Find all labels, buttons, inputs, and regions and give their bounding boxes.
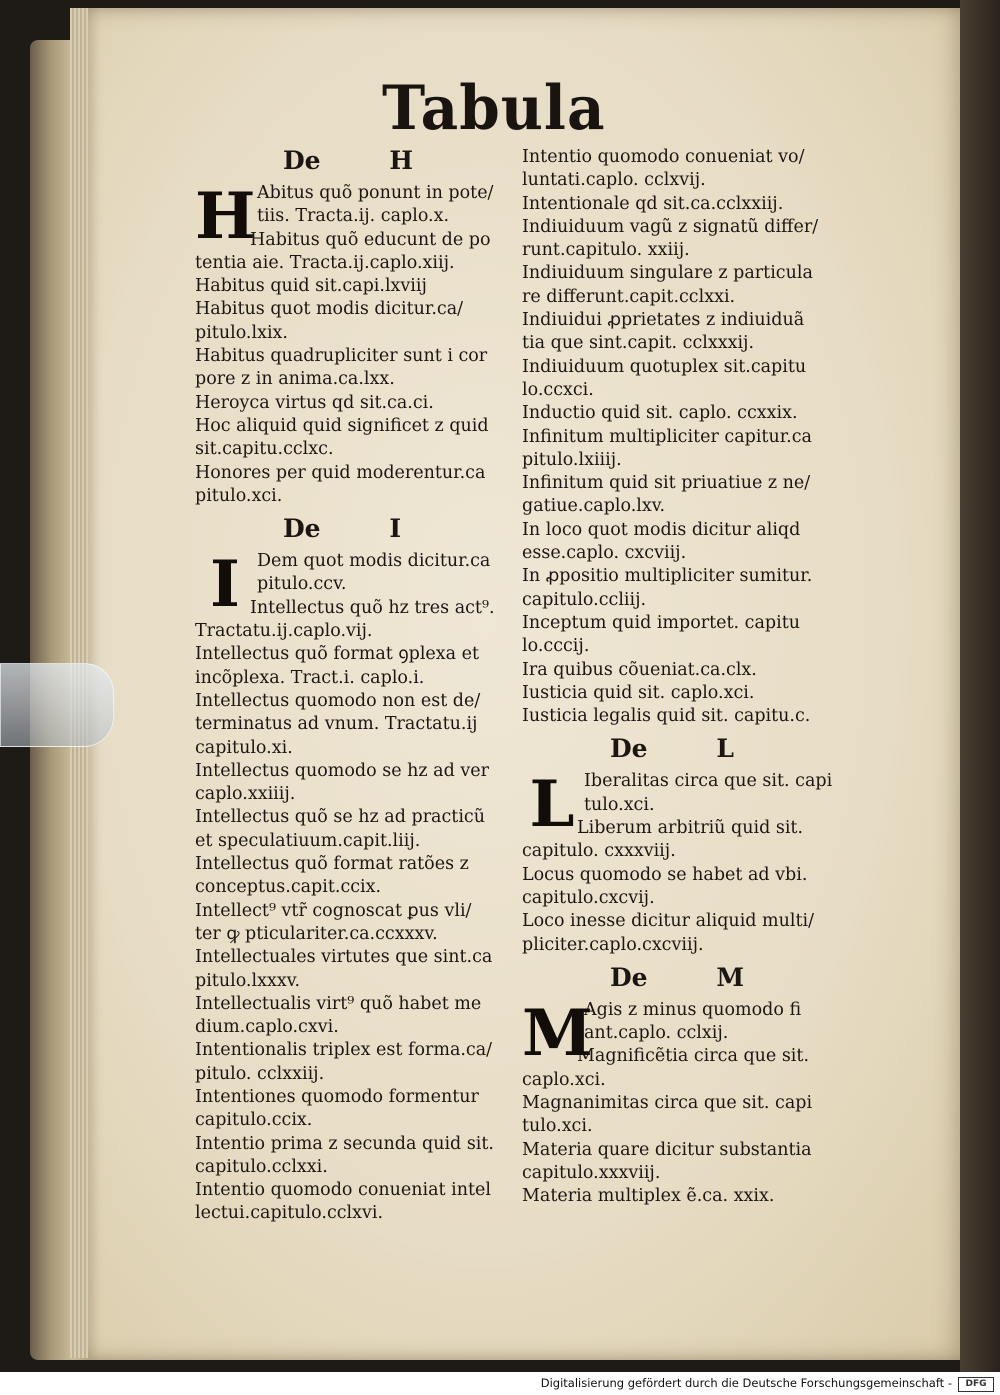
index-line: capitulo.ccliij. [522, 589, 647, 610]
index-line: tentia aie. Tracta.ij.caplo.xiij. [195, 252, 455, 273]
index-line: Materia multiplex ẽ.ca. xxix. [522, 1186, 775, 1207]
index-line: capitulo.xi. [195, 737, 293, 758]
page-clip [0, 663, 114, 747]
index-line: Habitus quõ educunt de po [250, 229, 491, 250]
index-line: Intellectus quomodo se hz ad ver [195, 760, 489, 781]
index-line: pliciter.caplo.cxcviij. [522, 934, 704, 955]
index-line: Indiuidui ꝓprietates z indiuiduã [522, 310, 805, 331]
section-letter: M [716, 962, 744, 992]
index-line: Intellectus quõ format ratões z [195, 854, 469, 875]
index-line: Intentio quomodo conueniat intel [195, 1180, 491, 1201]
section-de-label: De [283, 146, 321, 175]
section-heading-m [522, 957, 842, 999]
section-l-entries [522, 767, 842, 956]
index-line: Iusticia quid sit. caplo.xci. [522, 682, 755, 703]
drop-cap-initial: I [210, 547, 240, 623]
footer-bar [0, 1372, 1000, 1395]
index-line: caplo.xxiiij. [195, 784, 296, 805]
index-line: pitulo.lxix. [195, 322, 288, 343]
index-line: Materia quare dicitur substantia [522, 1139, 812, 1160]
section-heading-h [195, 140, 520, 182]
section-letter: I [389, 514, 402, 544]
index-line: et speculatiuum.capit.liij. [195, 830, 421, 851]
index-line: Magnificẽtia circa que sit. [577, 1046, 810, 1067]
index-line: ant.caplo. cclxij. [584, 1023, 729, 1044]
index-line: gatiue.caplo.lxv. [522, 496, 666, 517]
index-line: capitulo. cxxxviij. [522, 841, 676, 862]
index-line: pore z in anima.ca.lxx. [195, 369, 395, 390]
index-line: Agis z minus quomodo fi [584, 999, 802, 1020]
index-line: pitulo.lxxxv. [195, 970, 301, 991]
section-h-entries [195, 179, 520, 508]
index-line: Intentio quomodo conueniat vo/ [522, 147, 805, 167]
index-line: tulo.xci. [522, 1116, 593, 1137]
index-line: pitulo.ccv. [257, 574, 347, 595]
index-line: pitulo.xci. [195, 485, 283, 506]
left-column [195, 140, 520, 1226]
index-line: ter ꝙ pticulariter.ca.ccxxxv. [195, 923, 438, 944]
index-line: In loco quot modis dicitur aliqd [522, 519, 801, 540]
drop-cap-initial: L [529, 767, 575, 843]
index-line: Habitus quid sit.capi.lxviij [195, 276, 427, 297]
drop-cap-initial: H [195, 179, 256, 254]
index-line: Intellectualis virt⁹ quõ habet me [195, 993, 482, 1014]
section-heading-l [522, 728, 842, 770]
section-m-entries [522, 995, 842, 1209]
index-line: terminatus ad vnum. Tractatu.ij [195, 714, 478, 735]
section-heading-i [195, 508, 520, 550]
index-line: Heroyca virtus qd sit.ca.ci. [195, 392, 434, 413]
index-line: pitulo. cclxxiij. [195, 1063, 325, 1084]
index-line: Indiuiduum singulare z particula [522, 263, 813, 284]
index-line: capitulo.ccix. [195, 1110, 313, 1131]
index-line: Habitus quot modis dicitur.ca/ [195, 299, 464, 320]
page-title: Tabula [382, 72, 606, 144]
right-column [522, 146, 842, 1208]
index-line: tiis. Tracta.ij. caplo.x. [257, 206, 450, 227]
index-line: Tractatu.ij.caplo.vij. [195, 621, 373, 642]
index-line: esse.caplo. cxcviij. [522, 543, 687, 564]
index-line: Loco inesse dicitur aliquid multi/ [522, 911, 815, 932]
index-line: sit.capitu.cclxc. [195, 439, 334, 460]
section-letter: L [716, 734, 734, 764]
index-line: Magnanimitas circa que sit. capi [522, 1092, 813, 1113]
index-line: Intentionale qd sit.ca.cclxxiij. [522, 193, 784, 214]
index-line: Intentio prima z secunda quid sit. [195, 1133, 494, 1154]
index-line: Hoc aliquid quid significet z quid [195, 415, 489, 436]
index-line: conceptus.capit.ccix. [195, 877, 382, 898]
index-line: Inceptum quid importet. capitu [522, 612, 801, 633]
index-line: tulo.xci. [584, 794, 655, 815]
index-line: caplo.xci. [522, 1069, 606, 1090]
index-line: Indiuiduum quotuplex sit.capitu [522, 356, 807, 377]
index-line: Dem quot modis dicitur.ca [257, 551, 491, 572]
section-de-label: De [610, 962, 648, 992]
index-line: runt.capitulo. xxiij. [522, 240, 690, 261]
index-line: incõplexa. Tract.i. caplo.i. [195, 667, 425, 688]
index-line: luntati.caplo. cclxvij. [522, 170, 706, 191]
index-line: Intellectus quõ hz tres act⁹. [250, 597, 495, 618]
index-line: dium.caplo.cxvi. [195, 1017, 339, 1038]
index-line: lectui.capitulo.cclxvi. [195, 1203, 384, 1224]
index-line: Intentionalis triplex est forma.ca/ [195, 1040, 493, 1061]
right-shadow-edge [960, 0, 1000, 1372]
section-letter: H [389, 146, 413, 175]
index-line: Infinitum quid sit priuatiue z ne/ [522, 473, 811, 494]
index-line: capitulo.cclxxi. [195, 1156, 328, 1177]
index-line: Intentiones quomodo formentur [195, 1086, 479, 1107]
index-line: Intellectus quõ se hz ad practicũ [195, 807, 485, 828]
index-line: capitulo.cxcvij. [522, 887, 655, 908]
index-line: lo.ccxci. [522, 379, 594, 400]
index-line: Intellect⁹ vtr̃ cognoscat ꝑus vli/ [195, 900, 472, 921]
index-line: re differunt.capit.cclxxi. [522, 286, 736, 307]
index-line: lo.cccij. [522, 636, 590, 657]
index-line: Intellectuales virtutes que sint.ca [195, 947, 493, 968]
index-line: Intellectus quõ format ꝯplexa et [195, 644, 480, 665]
dfg-logo-icon: DFG [958, 1377, 994, 1392]
index-line: tia que sint.capit. cclxxxij. [522, 333, 755, 354]
index-line: Locus quomodo se habet ad vbi. [522, 864, 808, 885]
index-line: Inductio quid sit. caplo. ccxxix. [522, 403, 798, 424]
index-line: Indiuiduum vagũ z signatũ differ/ [522, 216, 819, 237]
index-line: Liberum arbitriũ quid sit. [577, 818, 804, 839]
drop-cap-initial: M [522, 995, 593, 1071]
section-i-entries [195, 547, 520, 1226]
index-line: Iberalitas circa que sit. capi [584, 771, 833, 792]
footer-credit: Digitalisierung gefördert durch die Deutsche Forschungsgemeinschaft - [540, 1376, 952, 1390]
index-line: pitulo.lxiiij. [522, 449, 622, 470]
index-line: Iusticia legalis quid sit. capitu.c. [522, 706, 811, 727]
index-line: Habitus quadrupliciter sunt i cor [195, 346, 488, 367]
index-line: capitulo.xxxviij. [522, 1162, 661, 1183]
index-line: Honores per quid moderentur.ca [195, 462, 486, 483]
section-de-label: De [283, 514, 321, 544]
section-de-label: De [610, 734, 648, 764]
index-line: Intellectus quomodo non est de/ [195, 690, 481, 711]
index-line: In ꝓpositio multipliciter sumitur. [522, 566, 813, 587]
index-line: Ira quibus cõueniat.ca.clx. [522, 659, 757, 680]
index-line: Abitus quõ ponunt in pote/ [257, 183, 494, 203]
index-line: Infinitum multipliciter capitur.ca [522, 426, 812, 447]
